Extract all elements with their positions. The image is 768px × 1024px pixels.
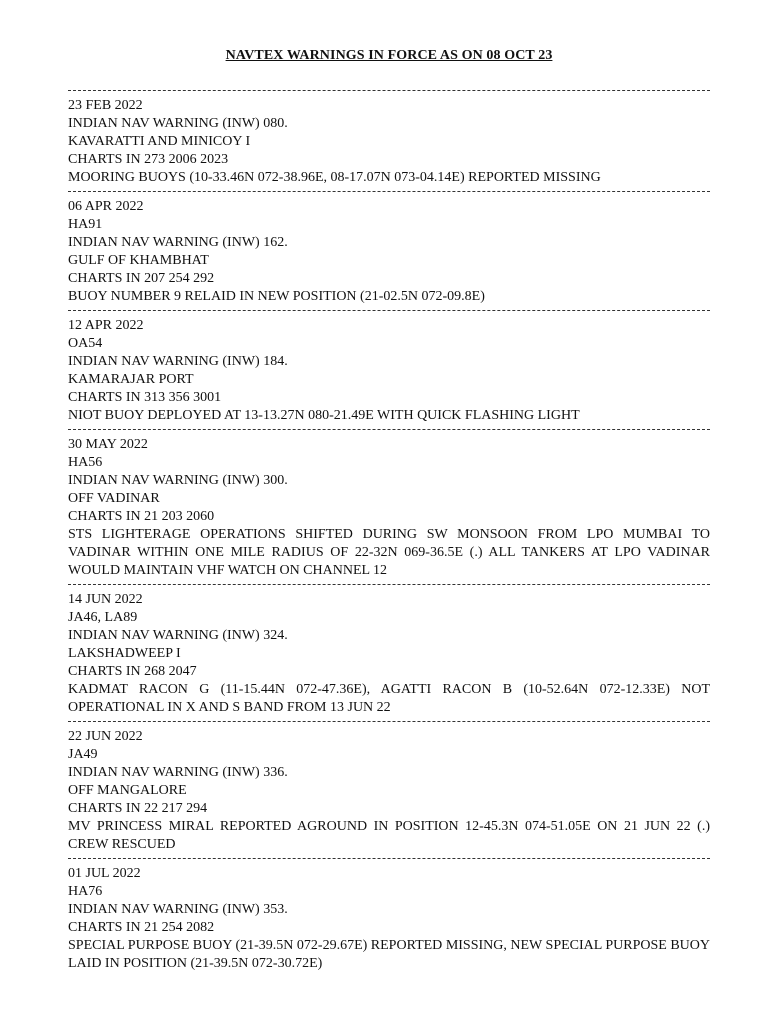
warning-area: GULF OF KHAMBHAT (68, 253, 209, 268)
warning-inw: INDIAN NAV WARNING (INW) 080. (68, 116, 288, 131)
warning-entry (68, 198, 710, 306)
warning-charts: CHARTS IN 268 2047 (68, 664, 197, 679)
warning-text: MV PRINCESS MIRAL REPORTED AGROUND IN POSITION 12-45.3N 074-51.05E ON 21 JUN 22 (.) CREW RESCUED (68, 819, 710, 852)
separator-line (68, 308, 710, 314)
separator-line (68, 189, 710, 195)
warning-date: 30 MAY 2022 (68, 437, 148, 452)
separator-line (68, 582, 710, 588)
warning-date: 01 JUL 2022 (68, 866, 141, 881)
warning-area: LAKSHADWEEP I (68, 646, 181, 661)
warning-date: 22 JUN 2022 (68, 729, 143, 744)
document-page (68, 46, 710, 973)
warning-charts: CHARTS IN 21 203 2060 (68, 509, 215, 524)
warning-date: 23 FEB 2022 (68, 98, 143, 113)
separator-line (68, 427, 710, 433)
warning-entry (68, 865, 710, 973)
warning-date: 14 JUN 2022 (68, 592, 143, 607)
warning-inw: INDIAN NAV WARNING (INW) 353. (68, 902, 288, 917)
warning-code: JA46, LA89 (68, 610, 138, 625)
separator-line (68, 719, 710, 725)
warning-entry (68, 436, 710, 580)
warning-text: KADMAT RACON G (11-15.44N 072-47.36E), AGATTI RACON B (10-52.64N 072-12.33E) NOT OPERATIONAL IN X AND S BAND FROM 13 JUN 22 (68, 682, 710, 715)
warning-charts: CHARTS IN 21 254 2082 (68, 920, 215, 935)
warning-entry (68, 591, 710, 717)
warning-inw: INDIAN NAV WARNING (INW) 184. (68, 354, 288, 369)
separator-line (68, 88, 710, 94)
warning-inw: INDIAN NAV WARNING (INW) 336. (68, 765, 288, 780)
warning-date: 12 APR 2022 (68, 318, 144, 333)
separator-line (68, 856, 710, 862)
warning-text: NIOT BUOY DEPLOYED AT 13-13.27N 080-21.49E WITH QUICK FLASHING LIGHT (68, 408, 580, 423)
warning-area: KAMARAJAR PORT (68, 372, 194, 387)
warning-code: JA49 (68, 747, 98, 762)
warning-code: HA76 (68, 884, 103, 899)
warning-area: KAVARATTI AND MINICOY I (68, 134, 251, 149)
warning-charts: CHARTS IN 207 254 292 (68, 271, 215, 286)
page-title: NAVTEX WARNINGS IN FORCE AS ON 08 OCT 23 (225, 48, 553, 63)
warning-inw: INDIAN NAV WARNING (INW) 162. (68, 235, 288, 250)
warning-code: HA56 (68, 455, 103, 470)
warning-charts: CHARTS IN 22 217 294 (68, 801, 208, 816)
warning-date: 06 APR 2022 (68, 199, 144, 214)
warning-charts: CHARTS IN 273 2006 2023 (68, 152, 229, 167)
warning-charts: CHARTS IN 313 356 3001 (68, 390, 222, 405)
warning-text: MOORING BUOYS (10-33.46N 072-38.96E, 08-17.07N 073-04.14E) REPORTED MISSING (68, 170, 601, 185)
warning-inw: INDIAN NAV WARNING (INW) 324. (68, 628, 288, 643)
warning-code: HA91 (68, 217, 103, 232)
warning-code: OA54 (68, 336, 103, 351)
warning-area: OFF VADINAR (68, 491, 160, 506)
warning-text: SPECIAL PURPOSE BUOY (21-39.5N 072-29.67E) REPORTED MISSING, NEW SPECIAL PURPOSE BUOY LAID IN POSITION (21-39.5N 072-30.72E) (68, 938, 710, 971)
warning-inw: INDIAN NAV WARNING (INW) 300. (68, 473, 288, 488)
warning-entry (68, 317, 710, 425)
warning-text: STS LIGHTERAGE OPERATIONS SHIFTED DURING SW MONSOON FROM LPO MUMBAI TO VADINAR WITHIN ONE MILE RADIUS OF 22-32N 069-36.5E (.) ALL TANKERS AT LPO VADINAR WOULD MAINTAIN VHF WATCH ON CHANNEL 12 (68, 527, 710, 578)
warning-area: OFF MANGALORE (68, 783, 187, 798)
warning-entry (68, 728, 710, 854)
warning-entry (68, 97, 710, 187)
warning-text: BUOY NUMBER 9 RELAID IN NEW POSITION (21-02.5N 072-09.8E) (68, 289, 485, 304)
